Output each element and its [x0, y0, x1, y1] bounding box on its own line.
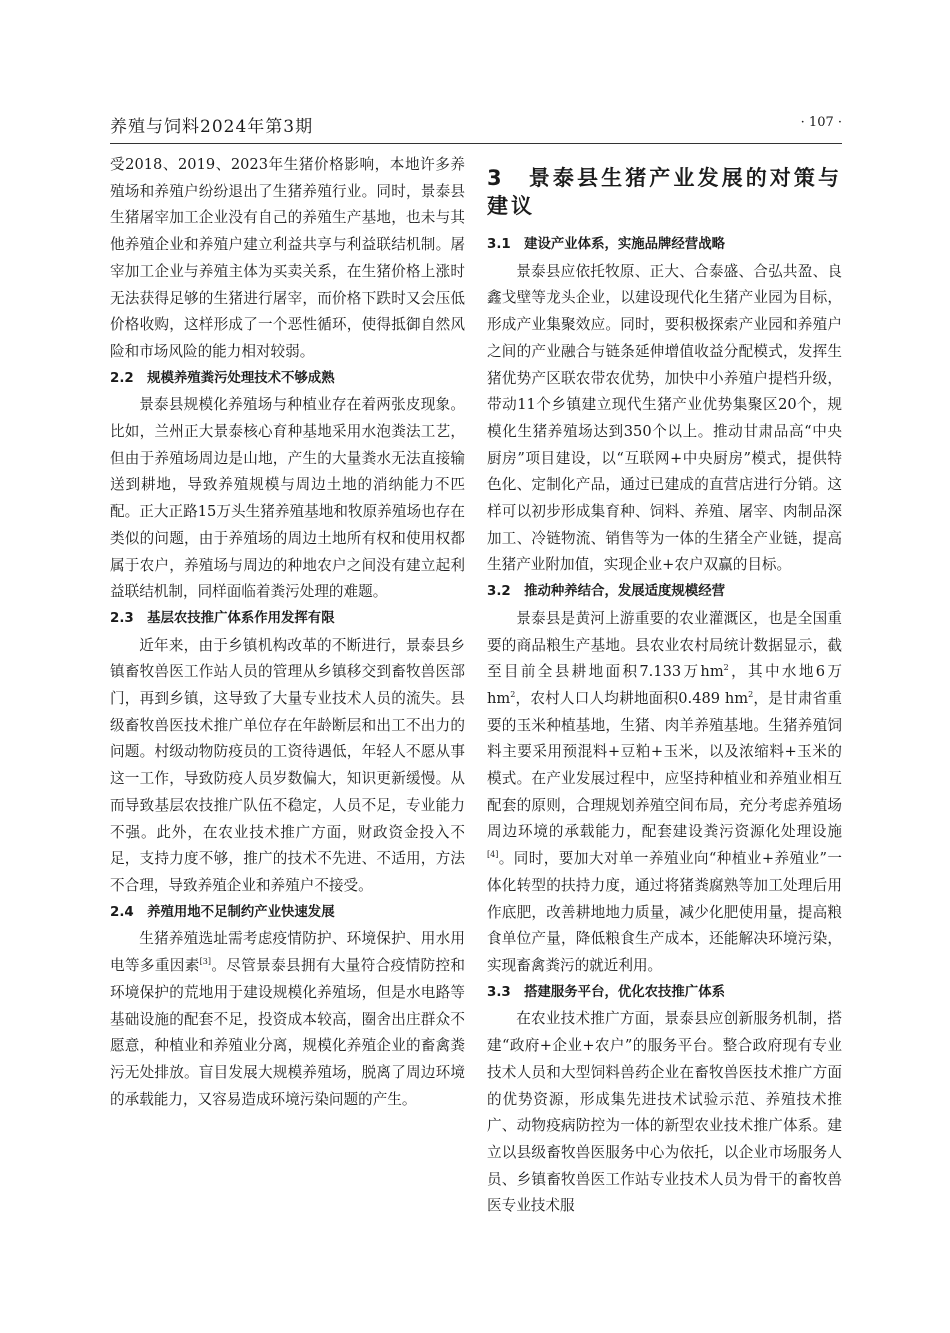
heading-2-3: 2.3 基层农技推广体系作用发挥有限 — [110, 610, 335, 626]
superscript-2: 2 — [748, 690, 754, 700]
page-number: · 107 · — [800, 115, 842, 130]
superscript-2: 2 — [723, 663, 729, 673]
right-column — [487, 152, 842, 1220]
citation-3[interactable]: [3] — [199, 957, 211, 967]
citation-4[interactable]: [4] — [487, 850, 499, 860]
superscript-2: 2 — [510, 690, 516, 700]
paragraph-2-3: 近年来，由于乡镇机构改革的不断进行，景泰县乡镇畜牧兽医工作站人员的管理从乡镇移交到畜牧兽医部门，再到乡镇，这导致了大量专业技术人员的流失。县级畜牧兽医技术推广单位存在年龄断层和出工不出力的问题。村级动物防疫员的工资待遇低，年轻人不愿从事这一工作，导致防疫人员岁数偏大，知识更新缓慢。从而导致基层农技推广队伍不稳定，人员不足，专业能力不强。此外，在农业技术推广方面，财政资金投入不足，支持力度不够，推广的技术不先进、不适用，方法不合理，导致养殖企业和养殖户不接受。 — [110, 636, 465, 894]
heading-2-2: 2.2 规模养殖粪污处理技术不够成熟 — [110, 370, 335, 386]
heading-3-2: 3.2 推动种养结合，发展适度规模经营 — [487, 584, 725, 600]
heading-2-4: 2.4 养殖用地不足制约产业快速发展 — [110, 904, 335, 920]
heading-3: 3 景泰县生猪产业发展的对策与建议 — [487, 166, 842, 218]
running-header — [110, 112, 842, 144]
left-column — [110, 152, 465, 1113]
paragraph-continued: 受2018、2019、2023年生猪价格影响，本地许多养殖场和养殖户纷纷退出了生猪养殖行业。同时，景泰县生猪屠宰加工企业没有自己的养殖生产基地，也未与其他养殖企业和养殖户建立利益共享与利益联结机制。屠宰加工企业与养殖主体为买卖关系，在生猪价格上涨时无法获得足够的生猪进行屠宰，而价格下跌时又会压低价格收购，这样形成了一个恶性循环，使得抵御自然风险和市场风险的能力相对较弱。 — [110, 156, 465, 360]
paragraph-3-3: 在农业技术推广方面，景泰县应创新服务机制，搭建“政府+企业+农户”的服务平台。整合政府现有专业技术人员和大型饲料兽药企业在畜牧兽医技术推广方面的优势资源，形成集先进技术试验示范、养殖技术推广、动物疫病防控为一体的新型农业技术推广体系。建立以县级畜牧兽医服务中心为依托，以企业市场服务人员、乡镇畜牧兽医工作站专业技术人员为骨干的畜牧兽医专业技术服 — [487, 1010, 842, 1215]
paragraph-3-2: 景泰县是黄河上游重要的农业灌溉区，也是全国重要的商品粮生产基地。县农业农村局统计数据显示，截至目前全县耕地面积7.133万$hm^2$，其中水地6万$hm^2$，农村人口人均耕地面积0.489 $hm^2$，是甘肃省重要的玉米种植基地，生猪、肉羊养殖基地。生猪养殖饲料主要采用预混料+豆粕+玉米，以及浓缩料+玉米的模式。在产业发展过程中，应坚持种植业和养殖业相互配套的原则，合理规划养殖空间布局，充分考虑养殖场周边环境的承载能力，配套建设粪污资源化处理设施[4]。同时，要加大对单一养殖业向“种植业+养殖业”一体化转型的扶持力度，通过将猪粪腐熟等加工处理后用作底肥，改善耕地地力质量，减少化肥使用量，提高粮食单位产量，降低粮食生产成本，还能解决环境污染，实现畜禽粪污的就近利用。 — [487, 609, 842, 974]
heading-3-3: 3.3 搭建服务平台，优化农技推广体系 — [487, 984, 725, 1000]
paragraph-3-1: 景泰县应依托牧原、正大、合泰盛、合弘共盈、良鑫戈壁等龙头企业，以建设现代化生猪产业园为目标，形成产业集聚效应。同时，要积极探索产业园和养殖户之间的产业融合与链条延伸增值收益分配模式，发挥生猪优势产区联农带农优势，加快中小养殖户提档升级，带动11个乡镇建立现代生猪产业优势集聚区20个，规模化生猪养殖场达到350个以上。推动甘肃品高“中央厨房”项目建设，以“互联网+中央厨房”模式，提供特色化、定制化产品，通过已建成的直营店进行分销。这样可以初步形成集育种、饲料、养殖、屠宰、肉制品深加工、冷链物流、销售等为一体的生猪全产业链，提高生猪产业附加值，实现企业+农户双赢的目标。 — [487, 262, 842, 574]
header-rule — [110, 143, 842, 144]
journal-title: 养殖与饲料2024年第3期 — [110, 117, 314, 137]
paragraph-2-4: 生猪养殖选址需考虑疫情防护、环境保护、用水用电等多重因素[3]。尽管景泰县拥有大量符合疫情防控和环境保护的荒地用于建设规模化养殖场，但是水电路等基础设施的配套不足，投资成本较高，圈舍出庄群众不愿意，种植业和养殖业分离，规模化养殖企业的畜禽粪污无处排放。盲目发展大规模养殖场，脱离了周边环境的承载能力，又容易造成环境污染问题的产生。 — [110, 930, 465, 1108]
paragraph-2-2: 景泰县规模化养殖场与种植业存在着两张皮现象。比如，兰州正大景泰核心育种基地采用水泡粪法工艺，但由于养殖场周边是山地，产生的大量粪水无法直接输送到耕地，导致养殖规模与周边土地的消纳能力不匹配。正大正路15万头生猪养殖基地和牧原养殖场也存在类似的问题，由于养殖场的周边土地所有权和使用权都属于农户，养殖场与周边的种地农户之间没有建立起利益联结机制，同样面临着粪污处理的难题。 — [110, 396, 465, 601]
heading-3-1: 3.1 建设产业体系，实施品牌经营战略 — [487, 237, 725, 252]
